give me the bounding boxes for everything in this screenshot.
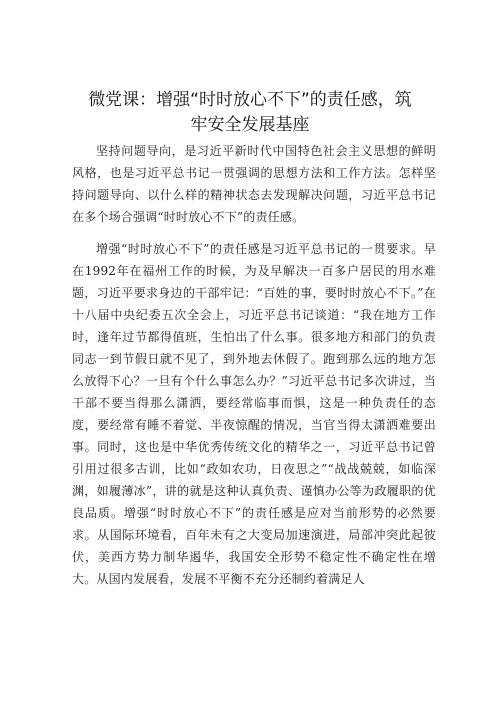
paragraph-2: 增强“时时放心不下”的责任感是习近平总书记的一贯要求。早在1992年在福州工作的时候，为及早解决一百多户居民的用水难题，习近平要求身边的干部牢记：“百姓的事，要时时放心不下。”在十八届中央纪委五次全会上，习近平总书记谈道：“我在地方工作时，逢年过节都得值班，生怕出了什么事。很多地方和部门的负责同志一到节假日就不见了，到外地去休假了。跑到那么远的地方怎么放得下心？一旦有个什么事怎么办？”习近平总书记多次讲过，当干部不要当得那么潇洒，要经常临事而惧，这是一种负责任的态度，要经常有睡不着觉、半夜惊醒的情况，当官当得太潇洒难要出事。同时，这也是中华优秀传统文化的精华之一，习近平总书记曾引用过很多古训，比如“政如农功，日夜思之”“战战兢兢，如临深渊，如履薄冰”，讲的就是这种认真负责、谨慎办公等为政履职的优良品质。增强“时时放心不下”的责任感是应对当前形势的必然要求。从国际环境看，百年未有之大变局加速演进，局部冲突此起彼伏，美西方势力制华遏华，我国安全形势不稳定性不确定性在增大。从国内发展看，发展不平衡不充分还制约着满足人	[72, 242, 436, 586]
title-line-2: 牢安全发展基座	[190, 115, 310, 135]
document-title	[40, 88, 460, 138]
title-line-1: 微党课：增强“时时放心不下”的责任感，筑	[88, 90, 412, 110]
paragraph-1: 坚持问题导向，是习近平新时代中国特色社会主义思想的鲜明风格，也是习近平总书记一贯强调的思想方法和工作方法。怎样坚持问题导向、以什么样的精神状态去发现解决问题，习近平总书记在多个场合强调“时时放心不下”的责任感。	[72, 144, 436, 224]
document-body	[72, 140, 436, 590]
